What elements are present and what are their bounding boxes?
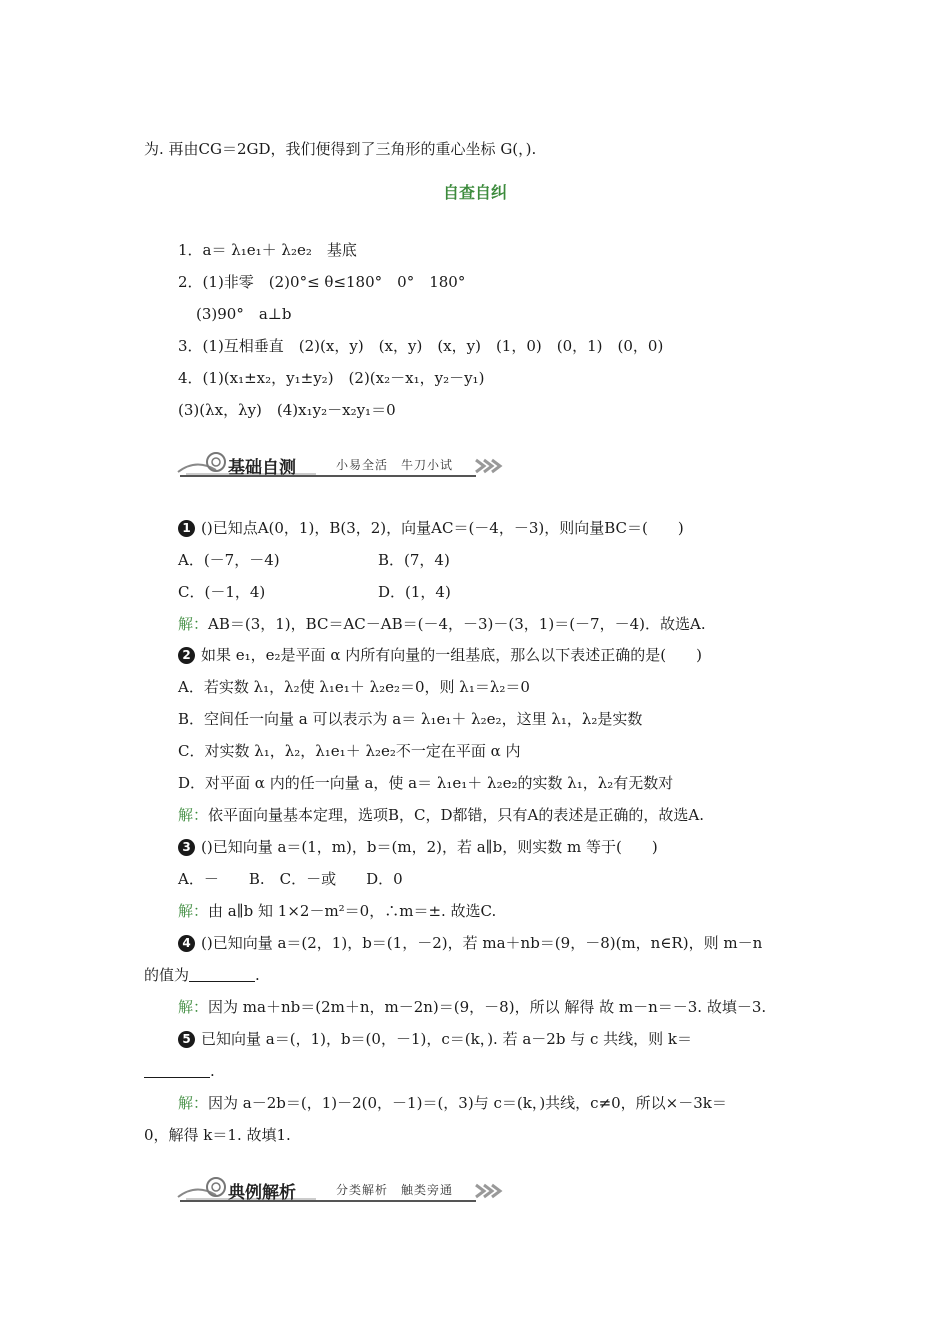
solution-label: 解： bbox=[178, 998, 209, 1016]
question-stem: ()已知向量 a＝(2，1)，b＝(1，－2)，若 ma＋nb＝(9，－8)(m，n∈R)，则 m－n bbox=[201, 934, 763, 952]
answer-line-2: 2．(1)非零 (2)0°≤ θ≤180° 0° 180° bbox=[178, 273, 466, 291]
option-c: C．(－1，4) bbox=[178, 583, 266, 601]
question-4 bbox=[178, 933, 762, 953]
option-b: B．空间任一向量 a 可以表示为 a＝ λ₁e₁＋ λ₂e₂，这里 λ₁，λ₂是实数 bbox=[178, 710, 643, 728]
solution-text: 因为 a－2b＝(，1)－2(0，－1)＝(，3)与 c＝(k，)共线，c≠0，所以×－3k＝ bbox=[208, 1094, 727, 1112]
solution-text: AB＝(3，1)，BC＝AC－AB＝(－4，－3)－(3，1)＝(－7，－4)．故选A. bbox=[208, 615, 706, 633]
banner-subtitle: 小易全活 牛刀小试 bbox=[336, 458, 454, 472]
answer-line-5: 4．(1)(x₁±x₂，y₁±y₂) (2)(x₂－x₁，y₂－y₁) bbox=[178, 369, 485, 387]
option-b: B．(7，4) bbox=[378, 551, 450, 569]
option-c: C．对实数 λ₁，λ₂，λ₁e₁＋ λ₂e₂不一定在平面 α 内 bbox=[178, 742, 521, 760]
solution-label: 解： bbox=[178, 1094, 209, 1112]
option-d: D．对平面 α 内的任一向量 a，使 a＝ λ₁e₁＋ λ₂e₂的实数 λ₁，λ₂有无数对 bbox=[178, 774, 674, 792]
option-a: A．(－7，－4) bbox=[178, 551, 280, 569]
section-banner-example-analysis bbox=[176, 1175, 506, 1205]
banner-subtitle: 分类解析 触类旁通 bbox=[336, 1183, 454, 1197]
solution-4 bbox=[178, 997, 766, 1017]
solution-text: 由 a∥b 知 1×2－m²＝0，∴m＝±. 故选C. bbox=[208, 902, 497, 920]
question-4-cont bbox=[144, 965, 260, 985]
intro-line: 为. 再由CG＝2GD，我们便得到了三角形的重心坐标 G(，). bbox=[144, 140, 537, 158]
option-a: A．若实数 λ₁，λ₂使 λ₁e₁＋ λ₂e₂＝0，则 λ₁＝λ₂＝0 bbox=[178, 678, 530, 696]
solution-5-cont: 0，解得 k＝1. 故填1. bbox=[144, 1126, 291, 1144]
solution-2 bbox=[178, 805, 704, 825]
question-3 bbox=[178, 837, 658, 857]
question-2 bbox=[178, 645, 702, 665]
solution-label: 解： bbox=[178, 806, 209, 824]
options: A．－ B. C．－或 D．0 bbox=[178, 870, 403, 888]
solution-label: 解： bbox=[178, 615, 209, 633]
solution-label: 解： bbox=[178, 902, 209, 920]
question-stem: 如果 e₁，e₂是平面 α 内所有向量的一组基底，那么以下表述正确的是( ) bbox=[201, 646, 702, 664]
solution-5 bbox=[178, 1093, 727, 1113]
question-number-badge: 4 bbox=[178, 935, 195, 952]
question-5-cont bbox=[144, 1061, 215, 1081]
stem-end: . bbox=[210, 1062, 215, 1080]
answer-line-3: (3)90° a⊥b bbox=[196, 305, 292, 323]
option-d: D．(1，4) bbox=[378, 583, 451, 601]
section-title-self-check: 自查自纠 bbox=[442, 183, 507, 202]
solution-3 bbox=[178, 901, 496, 921]
question-number-badge: 1 bbox=[178, 520, 195, 537]
banner-title: 基础自测 bbox=[228, 458, 296, 478]
question-stem: ()已知点A(0，1)，B(3，2)，向量AC＝(－4，－3)，则向量BC＝( ) bbox=[201, 519, 684, 537]
solution-text: 依平面向量基本定理，选项B，C，D都错，只有A的表述是正确的，故选A. bbox=[208, 806, 704, 824]
section-banner-basic-test bbox=[176, 450, 506, 480]
question-stem: ()已知向量 a＝(1，m)，b＝(m，2)，若 a∥b，则实数 m 等于( ) bbox=[201, 838, 658, 856]
answer-line-6: (3)(λx，λy) (4)x₁y₂－x₂y₁＝0 bbox=[178, 401, 396, 419]
question-stem: 已知向量 a＝(，1)，b＝(0，－1)，c＝(k，). 若 a－2b 与 c 共线，则 k＝ bbox=[201, 1030, 693, 1048]
question-stem-cont: 的值为 bbox=[144, 966, 190, 984]
answer-line-4: 3．(1)互相垂直 (2)(x，y) (x，y) (x，y) (1，0) (0，1) (0，0) bbox=[178, 337, 664, 355]
question-number-badge: 2 bbox=[178, 647, 195, 664]
question-number-badge: 5 bbox=[178, 1031, 195, 1048]
answer-line-1: 1．a＝ λ₁e₁＋ λ₂e₂ 基底 bbox=[178, 241, 357, 259]
question-5 bbox=[178, 1029, 692, 1049]
answer-blank bbox=[189, 967, 255, 982]
stem-end: . bbox=[255, 966, 260, 984]
answer-blank bbox=[144, 1063, 210, 1078]
question-1 bbox=[178, 518, 684, 538]
banner-title: 典例解析 bbox=[228, 1183, 296, 1203]
solution-1 bbox=[178, 614, 706, 634]
question-number-badge: 3 bbox=[178, 839, 195, 856]
solution-text: 因为 ma＋nb＝(2m＋n，m－2n)＝(9，－8)，所以 解得 故 m－n＝－3. 故填－3. bbox=[208, 998, 767, 1016]
